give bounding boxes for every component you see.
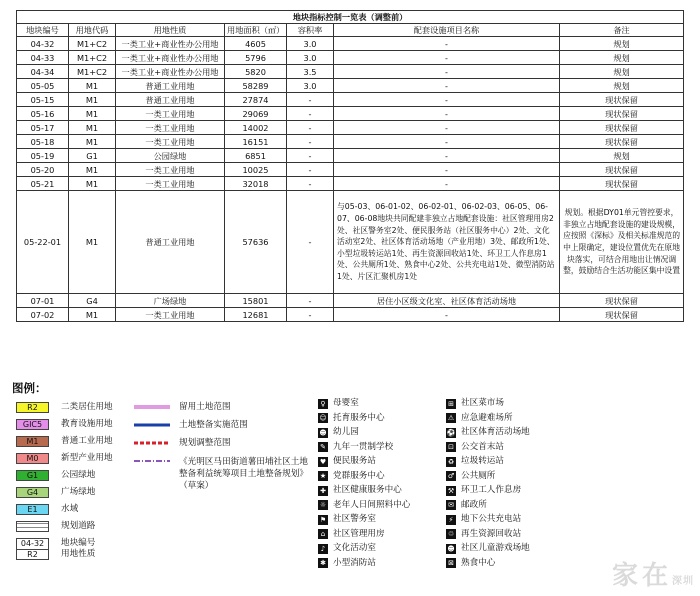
landuse-swatch: M0 bbox=[16, 453, 49, 464]
table-row bbox=[17, 107, 684, 121]
facility-label: 再生资源回收站 bbox=[461, 528, 522, 539]
cell-land-area: 5796 bbox=[225, 51, 287, 65]
cell-note: 规划。根据DY01单元管控要求，非独立占地配套设施的建设规模，应按照《深标》及相关标准规范的中上限确定，建设位置优先在原地块落实，可结合用地出让情况调整，鼓励结合生活功能区集中设置 bbox=[560, 191, 684, 294]
cell-plot-id: 05-16 bbox=[17, 107, 69, 121]
table-row bbox=[17, 79, 684, 93]
cell-land-area: 15801 bbox=[225, 294, 287, 308]
cell-plot-id: 04-32 bbox=[17, 37, 69, 51]
cell-note: 现状保留 bbox=[560, 177, 684, 191]
cell-facilities: - bbox=[334, 107, 560, 121]
table-row bbox=[17, 191, 684, 294]
cell-far: - bbox=[287, 308, 334, 322]
cell-facilities: - bbox=[334, 37, 560, 51]
cell-land-area: 12681 bbox=[225, 308, 287, 322]
facility-legend-item bbox=[446, 442, 504, 454]
cell-land-code: M1+C2 bbox=[69, 65, 116, 79]
cell-land-nature: 一类工业+商业性办公用地 bbox=[116, 37, 225, 51]
cell-note: 规划 bbox=[560, 51, 684, 65]
cell-land-nature: 一类工业用地 bbox=[116, 107, 225, 121]
cooked-food-icon: ⊠ bbox=[446, 558, 456, 568]
facility-legend-item bbox=[318, 485, 402, 497]
facility-label: 垃圾转运站 bbox=[461, 456, 504, 466]
cell-far: 3.0 bbox=[287, 79, 334, 93]
party-service-icon: ★ bbox=[319, 472, 327, 480]
landuse-label: 广场绿地 bbox=[61, 487, 96, 497]
cell-facilities: - bbox=[334, 79, 560, 93]
facility-legend-item bbox=[318, 529, 385, 541]
cell-land-code: M1 bbox=[69, 93, 116, 107]
facility-label: 幼儿园 bbox=[333, 427, 359, 437]
landuse-swatch: GIC5 bbox=[16, 419, 49, 430]
cell-far: - bbox=[287, 135, 334, 149]
cell-facilities: - bbox=[334, 121, 560, 135]
adjustment-range-line-icon bbox=[133, 438, 171, 448]
market-icon: ⊞ bbox=[446, 399, 456, 409]
facility-legend-item bbox=[446, 456, 504, 468]
cell-note: 现状保留 bbox=[560, 163, 684, 177]
cell-land-nature: 广场绿地 bbox=[116, 294, 225, 308]
cell-land-code: M1+C2 bbox=[69, 37, 116, 51]
facility-label: 邮政所 bbox=[461, 499, 487, 510]
facility-label: 社区警务室 bbox=[333, 514, 376, 524]
cell-far: 3.5 bbox=[287, 65, 334, 79]
cell-plot-id: 05-05 bbox=[17, 79, 69, 93]
cell-far: - bbox=[287, 177, 334, 191]
elderly-care-icon: ☼ bbox=[319, 501, 327, 509]
cell-facilities: - bbox=[334, 51, 560, 65]
landuse-label: 规划道路 bbox=[61, 521, 96, 531]
cell-land-area: 58289 bbox=[225, 79, 287, 93]
cell-note: 规划 bbox=[560, 149, 684, 163]
landuse-swatch: R2 bbox=[16, 402, 49, 413]
facility-legend-item bbox=[318, 398, 359, 410]
facility-legend-item bbox=[446, 558, 495, 570]
plot-code-sample-top: 04-32 bbox=[17, 539, 48, 550]
facility-legend-item bbox=[446, 413, 513, 425]
table-row bbox=[17, 121, 684, 135]
cell-land-area: 57636 bbox=[225, 191, 287, 294]
cell-plot-id: 05-19 bbox=[17, 149, 69, 163]
facility-label: 社区体育活动场地 bbox=[461, 427, 530, 437]
cell-plot-id: 07-01 bbox=[17, 294, 69, 308]
header-note: 备注 bbox=[560, 24, 684, 37]
header-land-nature: 用地性质 bbox=[116, 24, 225, 37]
facility-label: 社区儿童游戏场地 bbox=[461, 543, 530, 553]
cell-facilities: 与05-03、06-01-02、06-02-01、06-02-03、06-05、06-07、06-08地块共同配建非独立占地配套设施：社区管理用房2处、社区警务室2处、便民服务站（社区服务中心）2处、文化活动室2处、社区体育活动场地（产业用地）3处、邮政所1处、小型垃圾转运站1处、再生资源回收站1处、环卫工人作息房1处、公共厕所1处、熟食中心2处、公共充电站1处、微型消防站1处、片区汇聚机房1处 bbox=[334, 191, 560, 294]
facility-label: 托育服务中心 bbox=[333, 412, 385, 423]
kindergarten-icon: ☻ bbox=[319, 428, 327, 437]
facility-legend-item bbox=[318, 442, 393, 454]
cell-land-area: 16151 bbox=[225, 135, 287, 149]
facility-legend-item bbox=[318, 471, 385, 483]
cell-land-code: M1 bbox=[69, 107, 116, 121]
facility-legend-item bbox=[446, 398, 504, 410]
facility-legend-item bbox=[318, 456, 376, 468]
table-row bbox=[17, 65, 684, 79]
facility-label: 社区健康服务中心 bbox=[333, 485, 402, 495]
landuse-swatch: M1 bbox=[16, 436, 49, 447]
facility-legend-item bbox=[318, 427, 359, 439]
management-room-icon: ⌂ bbox=[318, 529, 328, 539]
table-row bbox=[17, 163, 684, 177]
facility-legend-item bbox=[446, 500, 487, 512]
legend-title: 图例： bbox=[12, 381, 47, 395]
cell-plot-id: 05-18 bbox=[17, 135, 69, 149]
cell-plot-id: 05-21 bbox=[17, 177, 69, 191]
cell-land-code: G1 bbox=[69, 149, 116, 163]
facility-label: 公交首末站 bbox=[461, 441, 504, 452]
facility-label: 应急避难场所 bbox=[461, 412, 513, 423]
cell-far: - bbox=[287, 294, 334, 308]
cell-land-code: M1+C2 bbox=[69, 51, 116, 65]
cell-far: - bbox=[287, 149, 334, 163]
table-row bbox=[17, 135, 684, 149]
cell-note: 现状保留 bbox=[560, 121, 684, 135]
table-title: 地块指标控制一览表（调整前） bbox=[17, 11, 684, 24]
plan-boundary-line-icon bbox=[133, 456, 171, 466]
document-page: 地块指标控制一览表（调整前） 地块编号 用地代码 用地性质 用地面积（㎡） 容积率 配套设施项目名称 备注 04-32 M1+C2 一类工业+商业性办公用地 4605 3.0 - 规划 04-33 M1+C2 一类工业+商业性办公用地 5796 3.0 - 规划 04-34 M1+C2 一类工业+商业性办公用地 5820 3.5 - 规划 05-05 M1 普通工业用地 58289 3.0 - 规划 05-15 M1 普通工业用地 27874 - - 现状保留 05-16 M1 一类工业用地 29069 - - 现状保留 05-17 M1 一类工业用地 14002 - - 现状保留 05-18 M1 一类工业用地 16151 - - 现状保留 05-19 G1 公园绿地 6851 - - 规划 05-20 M1 一类工业用地 10025 - - 现状保留 05-21 M1 一类工业用地 32018 - - 现状保留 05-22-01 M1 普通工业用地 57636 - 与05-03、06-01-02、06-02-01、06-02-03、06-05、06-07、06-08地块共同配建非独立占地配套设施：社区管理用房2处、社区警务室2处、便民服务站（社区服务中心）2处、文化活动室2处、社区体育活动场地（产业用地）3处、邮政所1处、小型垃圾转运站1处、再生资源回收站1处、环卫工人作息房1处、公共厕所1处、熟食中心2处、公共充电站1处、微型消防站1处、片区汇聚机房1处 规划。根据DY01单元管控要求，非独立占地配套设施的建设规模，应按照《深标》及相关标准规范的中上限确定，建设位置优先在原地块落实，可结合用地出让情况调整，鼓励结合生活功能区集中设置 07-01 G4 广场绿地 15801 - 居住小区级文化室、社区体育活动场地 现状保留 07-02 M1 一类工业用地 12681 - - 现状保留 图例： R2 二类居住用地 GIC5 教育设施用地 M1 普通工业用地 M0 新型产业用地 G1 公园绿地 G4 广场绿地 E1 水域 规划道路 04-32 R2 地块编号 用地性质 留用土地范围 土地整备实施范围 规划调整范围 《光明区马田街道薯田埔社区土地整备利益统筹项目土地整备规划》（草案） ♀ 母婴室 ☺ 托育服务中心 ☻ 幼儿园 ✎ 九年一贯制学校 ♥ 便民服务站 ★ 党群服务中心 ✚ 社区健康服务中心 ☼ 老年人日间照料中心 ⚑ 社区警务室 ⌂ 社区管理用房 ♪ 文化活动室 ✱ 小型消防站 ⊞ 社区菜市场 ⚠ 应急避难场所 ⚽ 社区体育活动场地 ⊡ 公交首末站 ♻ 垃圾转运站 ♂ 公共厕所 ⚒ 环卫工人作息房 ✉ 邮政所 ⚡ 地下公共充电站 ♲ 再生资源回收站 ☻ 社区儿童游戏场地 ⊠ 熟食中心 家在深圳 bbox=[12, 12, 694, 591]
facility-label: 熟食中心 bbox=[461, 557, 496, 568]
cell-far: - bbox=[287, 191, 334, 294]
cell-land-area: 10025 bbox=[225, 163, 287, 177]
cell-land-area: 5820 bbox=[225, 65, 287, 79]
cell-land-area: 32018 bbox=[225, 177, 287, 191]
plot-indicator-table bbox=[16, 10, 684, 322]
cell-land-code: M1 bbox=[69, 79, 116, 93]
health-center-icon: ✚ bbox=[318, 486, 328, 496]
cell-land-code: M1 bbox=[69, 163, 116, 177]
police-room-icon: ⚑ bbox=[319, 515, 327, 524]
facility-label: 社区管理用房 bbox=[333, 528, 385, 539]
cell-note: 规划 bbox=[560, 65, 684, 79]
cell-far: - bbox=[287, 93, 334, 107]
table-header-row bbox=[17, 24, 684, 37]
cell-land-code: M1 bbox=[69, 121, 116, 135]
cell-land-area: 29069 bbox=[225, 107, 287, 121]
shelter-icon: ⚠ bbox=[447, 414, 455, 422]
facility-legend-item bbox=[446, 514, 521, 526]
cell-land-code: G4 bbox=[69, 294, 116, 308]
cell-land-nature: 普通工业用地 bbox=[116, 191, 225, 294]
retained-land-line-icon bbox=[133, 402, 171, 412]
cell-land-area: 6851 bbox=[225, 149, 287, 163]
charging-station-icon: ⚡ bbox=[446, 515, 456, 525]
sanitation-rest-icon: ⚒ bbox=[447, 486, 455, 495]
cell-land-nature: 一类工业用地 bbox=[116, 135, 225, 149]
cell-land-area: 14002 bbox=[225, 121, 287, 135]
bus-terminal-icon: ⊡ bbox=[446, 442, 456, 452]
cell-land-nature: 一类工业用地 bbox=[116, 163, 225, 177]
cell-far: - bbox=[287, 163, 334, 177]
cell-plot-id: 04-33 bbox=[17, 51, 69, 65]
cell-facilities: - bbox=[334, 93, 560, 107]
cell-land-nature: 一类工业用地 bbox=[116, 121, 225, 135]
service-station-icon: ♥ bbox=[319, 457, 327, 466]
cell-land-area: 27874 bbox=[225, 93, 287, 107]
facility-label: 公共厕所 bbox=[461, 470, 496, 481]
table-row bbox=[17, 93, 684, 107]
facility-legend-item bbox=[446, 471, 495, 483]
header-land-code: 用地代码 bbox=[69, 24, 116, 37]
cell-note: 现状保留 bbox=[560, 308, 684, 322]
culture-room-icon: ♪ bbox=[318, 544, 328, 554]
facility-legend-item bbox=[318, 514, 376, 526]
watermark: 家在深圳 bbox=[611, 561, 694, 591]
header-plot-id: 地块编号 bbox=[17, 24, 69, 37]
table-row bbox=[17, 37, 684, 51]
landuse-label: 新型产业用地 bbox=[61, 453, 113, 463]
cell-facilities: - bbox=[334, 149, 560, 163]
table-row bbox=[17, 177, 684, 191]
facility-label: 老年人日间照料中心 bbox=[333, 499, 411, 510]
nursing-room-icon: ♀ bbox=[318, 399, 328, 409]
plot-code-label-top: 地块编号 bbox=[61, 538, 96, 548]
school-icon: ✎ bbox=[318, 442, 328, 452]
plot-code-label-bottom: 用地性质 bbox=[61, 549, 96, 559]
cell-plot-id: 05-15 bbox=[17, 93, 69, 107]
table-row bbox=[17, 149, 684, 163]
post-office-icon: ✉ bbox=[446, 500, 456, 510]
cell-note: 规划 bbox=[560, 79, 684, 93]
landuse-label: 公园绿地 bbox=[61, 470, 96, 480]
cell-facilities: - bbox=[334, 308, 560, 322]
facility-label: 地下公共充电站 bbox=[461, 514, 522, 524]
table-row bbox=[17, 51, 684, 65]
header-land-area: 用地面积（㎡） bbox=[225, 24, 287, 37]
cell-land-nature: 一类工业+商业性办公用地 bbox=[116, 51, 225, 65]
cell-land-nature: 普通工业用地 bbox=[116, 93, 225, 107]
facility-legend-item bbox=[446, 543, 530, 555]
facility-label: 便民服务站 bbox=[333, 456, 376, 466]
cell-land-code: M1 bbox=[69, 177, 116, 191]
cell-land-nature: 一类工业+商业性办公用地 bbox=[116, 65, 225, 79]
cell-land-nature: 公园绿地 bbox=[116, 149, 225, 163]
facility-legend-item bbox=[318, 558, 376, 570]
childcare-center-icon: ☺ bbox=[319, 414, 327, 422]
cell-far: 3.0 bbox=[287, 37, 334, 51]
cell-note: 现状保留 bbox=[560, 93, 684, 107]
facility-legend-item bbox=[318, 543, 376, 555]
cell-plot-id: 07-02 bbox=[17, 308, 69, 322]
cell-land-code: M1 bbox=[69, 135, 116, 149]
cell-facilities: - bbox=[334, 135, 560, 149]
cell-note: 规划 bbox=[560, 37, 684, 51]
table-row bbox=[17, 294, 684, 308]
cell-plot-id: 05-20 bbox=[17, 163, 69, 177]
landuse-label: 教育设施用地 bbox=[61, 419, 113, 429]
recycling-icon: ♲ bbox=[447, 530, 455, 538]
cell-far: - bbox=[287, 107, 334, 121]
cell-land-area: 4605 bbox=[225, 37, 287, 51]
cell-plot-id: 05-22-01 bbox=[17, 191, 69, 294]
header-far: 容积率 bbox=[287, 24, 334, 37]
landuse-label: 普通工业用地 bbox=[61, 436, 113, 446]
facility-label: 社区菜市场 bbox=[461, 398, 504, 408]
cell-note: 现状保留 bbox=[560, 294, 684, 308]
cell-plot-id: 04-34 bbox=[17, 65, 69, 79]
cell-note: 现状保留 bbox=[560, 135, 684, 149]
plot-code-sample-bottom: R2 bbox=[27, 550, 38, 559]
cell-facilities: 居住小区级文化室、社区体育活动场地 bbox=[334, 294, 560, 308]
landuse-label: 二类居住用地 bbox=[61, 402, 113, 412]
header-facilities: 配套设施项目名称 bbox=[334, 24, 560, 37]
facility-label: 环卫工人作息房 bbox=[461, 485, 522, 495]
facility-label: 党群服务中心 bbox=[333, 470, 385, 481]
fire-station-icon: ✱ bbox=[318, 558, 328, 568]
sports-field-icon: ⚽ bbox=[446, 428, 456, 437]
cell-facilities: - bbox=[334, 163, 560, 177]
facility-legend-item bbox=[446, 427, 530, 439]
facility-legend-item bbox=[446, 529, 521, 541]
table-row bbox=[17, 308, 684, 322]
facility-label: 文化活动室 bbox=[333, 543, 376, 553]
cell-plot-id: 05-17 bbox=[17, 121, 69, 135]
toilet-icon: ♂ bbox=[447, 472, 455, 480]
cell-land-nature: 一类工业用地 bbox=[116, 177, 225, 191]
facility-legend-item bbox=[318, 500, 410, 512]
cell-far: 3.0 bbox=[287, 51, 334, 65]
facility-legend-item bbox=[446, 485, 521, 497]
landuse-swatch: G4 bbox=[16, 487, 49, 498]
landuse-label: 水域 bbox=[61, 504, 79, 514]
implementation-range-line-icon bbox=[133, 420, 171, 430]
facility-label: 小型消防站 bbox=[333, 557, 376, 568]
cell-land-nature: 一类工业用地 bbox=[116, 308, 225, 322]
facility-legend-item bbox=[318, 413, 385, 425]
landuse-swatch bbox=[16, 521, 49, 532]
cell-land-nature: 普通工业用地 bbox=[116, 79, 225, 93]
landuse-swatch: E1 bbox=[16, 504, 49, 515]
cell-note: 现状保留 bbox=[560, 107, 684, 121]
cell-facilities: - bbox=[334, 65, 560, 79]
garbage-station-icon: ♻ bbox=[447, 457, 455, 466]
cell-far: - bbox=[287, 121, 334, 135]
facility-label: 九年一贯制学校 bbox=[333, 441, 394, 452]
cell-facilities: - bbox=[334, 177, 560, 191]
playground-icon: ☻ bbox=[447, 544, 455, 553]
facility-label: 母婴室 bbox=[333, 398, 359, 408]
landuse-swatch: G1 bbox=[16, 470, 49, 481]
cell-land-code: M1 bbox=[69, 308, 116, 322]
cell-land-code: M1 bbox=[69, 191, 116, 294]
